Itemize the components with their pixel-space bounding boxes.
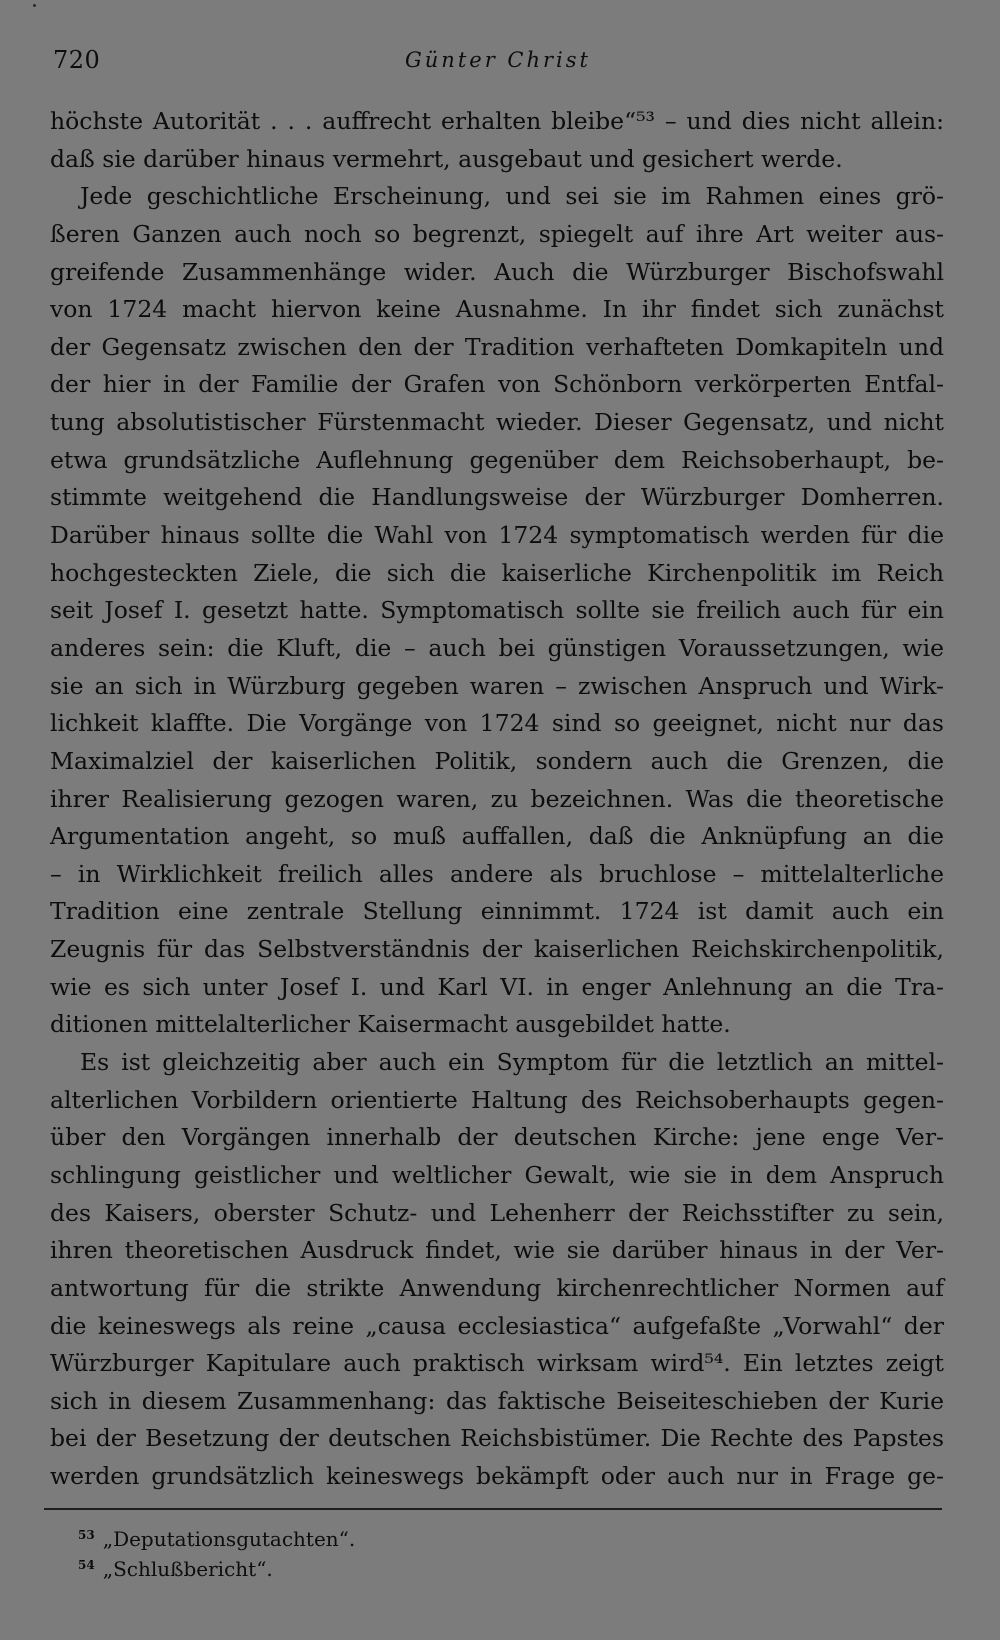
text-line: anderes sein: die Kluft, die – auch bei günstigen Voraussetzungen, wie (50, 633, 944, 662)
text-line: daß sie darüber hinaus vermehrt, ausgebaut und gesichert werde. (50, 144, 843, 173)
text-line: antwortung für die strikte Anwendung kirchenrechtlicher Normen auf (50, 1273, 944, 1302)
text-line: Tradition eine zentrale Stellung einnimmt. 1724 ist damit auch ein (50, 897, 944, 926)
text-line: wie es sich unter Josef I. und Karl VI. in enger Anlehnung an die Tra- (50, 972, 944, 1001)
paragraph-2 (50, 178, 944, 1044)
text-line: über den Vorgängen innerhalb der deutschen Kirche: jene enge Ver- (50, 1123, 944, 1152)
text-line: bei der Besetzung der deutschen Reichsbistümer. Die Rechte des Papstes (50, 1424, 944, 1453)
text-line: Zeugnis für das Selbstverständnis der kaiserlichen Reichskirchenpolitik, (50, 935, 944, 964)
footnotes (78, 1520, 938, 1580)
text-line: – in Wirklichkeit freilich alles andere als bruchlose – mittelalterliche (50, 859, 944, 888)
text-line: tung absolutistischer Fürstenmacht wieder. Dieser Gegensatz, und nicht (50, 408, 944, 437)
footnote-number: 54 (78, 1558, 95, 1572)
text-line: Würzburger Kapitulare auch praktisch wirksam wird⁵⁴. Ein letztes zeigt (50, 1349, 944, 1378)
text-line: etwa grundsätzliche Auflehnung gegenüber dem Reichsoberhaupt, be- (50, 445, 944, 474)
text-line: ihren theoretischen Ausdruck findet, wie sie darüber hinaus in der Ver- (50, 1236, 944, 1265)
text-line: hochgesteckten Ziele, die sich die kaiserliche Kirchenpolitik im Reich (50, 558, 944, 587)
footnote-divider (44, 1508, 942, 1510)
text-line: der hier in der Familie der Grafen von Schönborn verkörperten Entfal- (50, 370, 944, 399)
text-line: greifende Zusammenhänge wider. Auch die Würzburger Bischofswahl (50, 257, 944, 286)
paragraph-3 (50, 1044, 944, 1496)
text-line: Es ist gleichzeitig aber auch ein Symptom für die letztlich an mittel- (80, 1048, 944, 1077)
text-line: von 1724 macht hiervon keine Ausnahme. In ihr findet sich zunächst (50, 295, 944, 324)
text-line: lichkeit klaffte. Die Vorgänge von 1724 sind so geeignet, nicht nur das (50, 709, 944, 738)
footnote-54 (78, 1550, 938, 1580)
scan-speck (33, 4, 36, 7)
text-line: sich in diesem Zusammenhang: das faktische Beiseiteschieben der Kurie (50, 1386, 944, 1415)
footnote-53 (78, 1520, 938, 1550)
page-header (53, 46, 943, 80)
text-line: der Gegensatz zwischen den der Tradition verhafteten Domkapiteln und (50, 332, 944, 361)
text-line: Maximalziel der kaiserlichen Politik, sondern auch die Grenzen, die (50, 746, 944, 775)
text-line: sie an sich in Würzburg gegeben waren – zwischen Anspruch und Wirk- (50, 671, 944, 700)
text-line: Jede geschichtliche Erscheinung, und sei sie im Rahmen eines grö- (80, 182, 944, 211)
text-line: Darüber hinaus sollte die Wahl von 1724 symptomatisch werden für die (50, 521, 944, 550)
text-line: ßeren Ganzen auch noch so begrenzt, spiegelt auf ihre Art weiter aus- (50, 219, 944, 248)
running-head-author: Günter Christ (405, 48, 591, 72)
text-line: des Kaisers, oberster Schutz- und Lehenherr der Reichsstifter zu sein, (50, 1198, 944, 1227)
page-number: 720 (53, 46, 101, 74)
text-line: seit Josef I. gesetzt hatte. Symptomatisch sollte sie freilich auch für ein (50, 596, 944, 625)
text-line: alterlichen Vorbildern orientierte Haltung des Reichsoberhaupts gegen- (50, 1085, 944, 1114)
footnote-text: „Deputationsgutachten“. (102, 1527, 356, 1551)
text-line: die keineswegs als reine „causa ecclesiastica“ aufgefaßte „Vorwahl“ der (50, 1311, 944, 1340)
text-line: ditionen mittelalterlicher Kaisermacht ausgebildet hatte. (50, 1010, 731, 1039)
text-line: höchste Autorität . . . auffrecht erhalten bleibe“⁵³ – und dies nicht allein: (50, 107, 944, 135)
text-line: stimmte weitgehend die Handlungsweise der Würzburger Domherren. (50, 483, 944, 512)
footnote-text: „Schlußbericht“. (102, 1557, 273, 1581)
text-line: werden grundsätzlich keineswegs bekämpft oder auch nur in Frage ge- (50, 1462, 944, 1491)
text-line: ihrer Realisierung gezogen waren, zu bezeichnen. Was die theoretische (50, 784, 944, 813)
paragraph-1 (50, 103, 944, 178)
text-line: Argumentation angeht, so muß auffallen, daß die Anknüpfung an die (50, 822, 944, 851)
footnote-number: 53 (78, 1528, 95, 1542)
text-line: schlingung geistlicher und weltlicher Gewalt, wie sie in dem Anspruch (50, 1160, 944, 1189)
body-text (50, 103, 944, 1496)
